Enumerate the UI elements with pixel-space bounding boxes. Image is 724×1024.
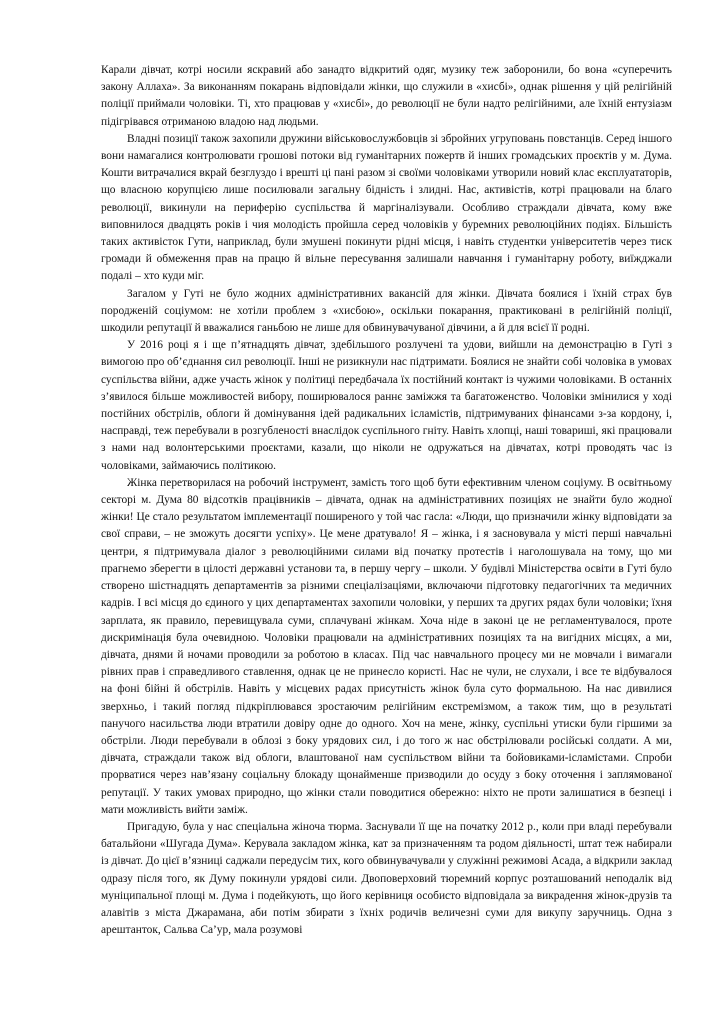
paragraph: Жінка перетворилася на робочий інструмент, замість того щоб бути ефективним членом соціуму. В освітньому секторі м. Дума 80 відсотків працівників – дівчата, однак на адміністративних позиціях не знайти було жодної жінки! Це стало результатом імплементації поширеного у той час гасла: «Люди, що призначили жінку відповідати за свої справи, – не зможуть досягти успіху». Це мене дратувало! Я – жінка, і я засновувала у місті перші навчальні центри, я підтримувала діалог з революційними силами від початку протестів і наголошувала на тому, що ми прагнемо зберегти в цілості державні установи та, в першу чергу – школи. У будівлі Міністерства освіти в Гуті було створено шістнадцять департаментів за різними спеціалізаціями, включаючи підготовку педагогічних та медичних кадрів. І всі місця до єдиного у цих департаментах захопили чоловіки, у перших та других рядах були чоловіки; їхня зарплата, як правило, перевищувала суми, сплачувані жінкам. Хоча ніде в законі це не регламентувалося, проте дискримінація була очевидною. Чоловіки працювали на адміністративних позиціях та на вигідних місцях, а ми, дівчата, днями й ночами проводили за роботою в класах. Під час навчального процесу ми не мовчали і вимагали рівних прав і справедливого ставлення, однак це не принесло користі. Нас не чули, не слухали, і все те відбувалося на фоні бійні й обстрілів. Навіть у місцевих радах присутність жінок була суто формальною. На нас дивилися зверхньо, і такий погляд підкріплювався зростаючим релігійним екстремізмом, а також тим, що в результаті панучого насильства люди втратили довіру одне до одного. Хоч на мене, жінку, суспільні утиски були гіршими за обстріли. Люди перебували в облозі з боку урядових сил, і до того ж нас обстрілювали російські солдати. А ми, дівчата, страждали також від облоги, влаштованої нам суспільством війни та бойовиками-ісламістами. Спроби прорватися через нав’язану соціальну блокаду щонайменше призводили до осуду з боку оточення і заплямованої репутації. У таких умовах природно, що жінки стали поводитися обережно: ніхто не проти залишатися в безпеці і мати можливість вийти заміж. — [101, 476, 672, 816]
paragraph: Загалом у Гуті не було жодних адміністративних вакансій для жінки. Дівчата боялися і їхній страх був породженій соціумом: не хотіли проблем з «хисбою», оскільки покарання, практиковані в релігійній поліції, шкодили репутації й вважалися ганьбою не лише для обвинувачуваної дівчини, а й для всієї її родні. — [101, 287, 672, 335]
paragraph: У 2016 році я і ще п’ятнадцять дівчат, здебільшого розлучені та удови, вийшли на демонстрацію в Гуті з вимогою про об’єднання сил революції. Інші не ризикнули нас підтримати. Боялися не знайти собі чоловіка в умовах суспільства війни, адже участь жінок у політиці передбачала їх постійний контакт із чужими чоловіками. В останніх з’явилося більше можливостей вибору, поширювалося раннє заміжжя та багатоженство. Чоловіки змінилися у ході постійних обстрілів, облоги й домінування ідей радикальних ісламістів, підтримуваних фінансами з-за кордону, і, насправді, теж перебували в розгубленості внаслідок суспільного гніту. Навіть хлопці, наші товариші, які працювали з нами над волонтерськими проєктами, казали, що ніколи не одружаться на дівчатах, котрі проводять час із чоловіками, займаючись політикою. — [101, 339, 672, 472]
paragraph: Карали дівчат, котрі носили яскравий або занадто відкритий одяг, музику теж заборонили, бо вона «суперечить закону Аллаха». За виконанням покарань відповідали жінки, що служили в «хисбі», однак рішення у цій релігійній поліції приймали чоловіки. Ті, хто працював у «хисбі», до революції не були надто релігійними, але їхній ентузіазм підігрівався отриманою владою над людьми. — [101, 64, 672, 128]
document-page — [101, 62, 672, 939]
paragraph: Владні позиції також захопили дружини військовослужбовців зі збройних угруповань повстанців. Серед іншого вони намагалися контролювати грошові потоки від гуманітарних пожертв й інших громадських проєктів у м. Дума. Кошти витрачалися вкрай безглуздо і врешті ці пані разом зі своїми чоловіками утворили новий клас експлуататорів, що власною корупцією лише посилювали загальну бідність і злидні. Нас, активістів, котрі працювали на благо революції, викинули на периферію суспільства й маргіналізували. Особливо страждали дівчата, кому вже виповнилося двадцять років і чия молодість пройшла серед чоловіків у буремних революційних подіях. Більшість таких активісток Гути, наприклад, були змушені покинути рідні місця, і навіть студентки університетів через тиск громади й обмеження прав на працю й вільне пересування залишали навчання і гуманітарну роботу, виїжджали подалі – хто куди міг. — [101, 132, 673, 283]
paragraph: Пригадую, була у нас спеціальна жіноча тюрма. Заснували її ще на початку 2012 р., коли при владі перебували батальйони «Шугада Дума». Керувала закладом жінка, кат за призначенням та родом діяльності, штат теж набирали із дівчат. До цієї в’язниці саджали передусім тих, кого обвинувачували у служінні режимові Асада, а відкрили заклад одразу після того, як Думу покинули урядові сили. Двоповерховий тюремний корпус розташований неподалік від муніципальної площі м. Дума і подейкують, що його керівниця особисто відповідала за викрадення жінок-друзів та алавітів з міста Джарамана, аби потім збирати з їхніх родичів величезні суми для викупу заручниць. Одна з арештанток, Сальва Са’ур, мала розумові — [101, 820, 672, 937]
